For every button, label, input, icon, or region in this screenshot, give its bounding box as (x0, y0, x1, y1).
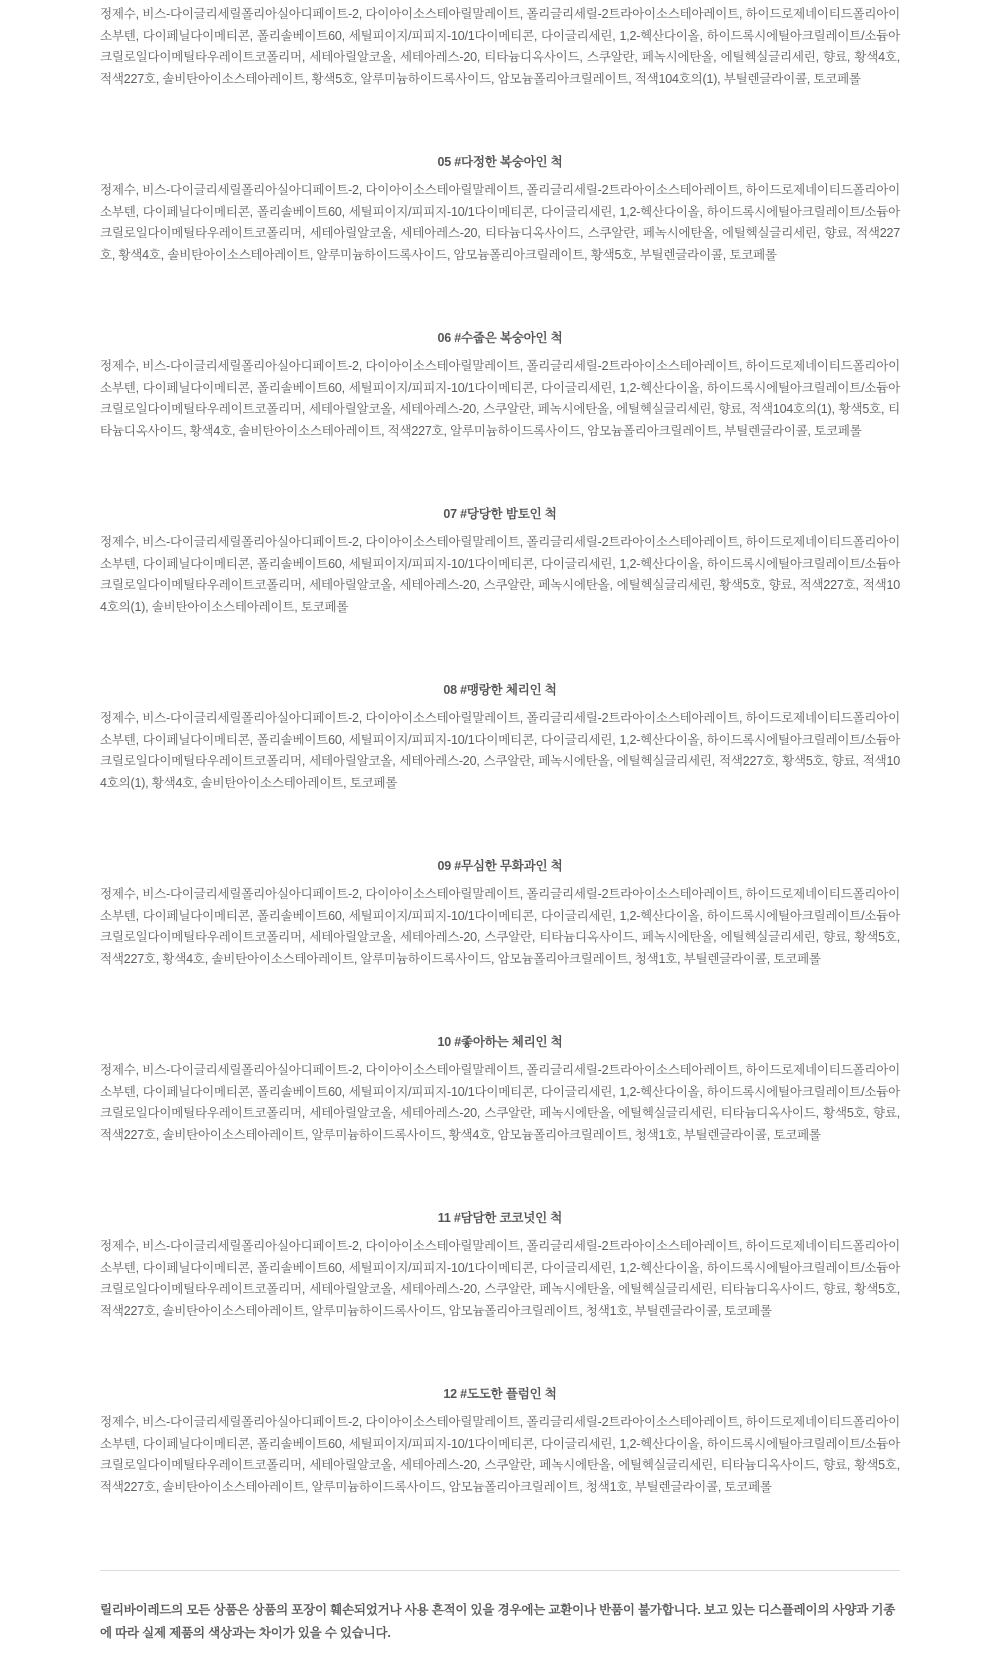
shade-ingredients-09: 정제수, 비스-다이글리세릴폴리아실아디페이트-2, 다이아이소스테아릴말레이트, 폴리글리세릴-2트라아이소스테아레이트, 하이드로제네이티드폴리아이소부텐, 다이페닐다이메티콘, 폴리솔베이트60, 세틸피이지/피피지-10/1다이메티콘, 다이글리세린, 1,2-헥산다이올, 하이드록시에틸아크릴레이트/소듐아크릴로일다이메틸타우레이트코폴리머, 세테아릴알코올, 세테아레스-20, 스쿠알란, 티타늄디옥사이드, 페녹시에탄올, 에틸헥실글리세린, 향료, 황색5호, 적색227호, 황색4호, 솔비탄아이소스테아레이트, 알루미늄하이드록사이드, 암모늄폴리아크릴레이트, 청색1호, 부틸렌글라이콜, 토코페롤 (100, 887, 900, 966)
shade-title-11: 11 #담담한 코코넛인 척 (437, 1211, 563, 1225)
shade-section-06 (100, 328, 900, 442)
shade-ingredients-06: 정제수, 비스-다이글리세릴폴리아실아디페이트-2, 다이아이소스테아릴말레이트, 폴리글리세릴-2트라아이소스테아레이트, 하이드로제네이티드폴리아이소부텐, 다이페닐다이메티콘, 폴리솔베이트60, 세틸피이지/피피지-10/1다이메티콘, 다이글리세린, 1,2-헥산다이올, 하이드록시에틸아크릴레이트/소듐아크릴로일다이메틸타우레이트코폴리머, 세테아릴알코올, 세테아레스-20, 스쿠알란, 페녹시에탄올, 에틸헥실글리세린, 향료, 적색104호의(1), 황색5호, 티타늄디옥사이드, 황색4호, 솔비탄아이소스테아레이트, 적색227호, 알루미늄하이드록사이드, 암모늄폴리아크릴레이트, 부틸렌글라이콜, 토코페롤 (100, 359, 900, 438)
shade-ingredients-05: 정제수, 비스-다이글리세릴폴리아실아디페이트-2, 다이아이소스테아릴말레이트, 폴리글리세릴-2트라아이소스테아레이트, 하이드로제네이티드폴리아이소부텐, 다이페닐다이메티콘, 폴리솔베이트60, 세틸피이지/피피지-10/1다이메티콘, 다이글리세린, 1,2-헥산다이올, 하이드록시에틸아크릴레이트/소듐아크릴로일다이메틸타우레이트코폴리머, 세테아릴알코올, 세테아레스-20, 티타늄디옥사이드, 스쿠알란, 페녹시에탄올, 에틸헥실글리세린, 향료, 적색227호, 황색4호, 솔비탄아이소스테아레이트, 알루미늄하이드록사이드, 암모늄폴리아크릴레이트, 황색5호, 부틸렌글라이콜, 토코페롤 (100, 183, 900, 262)
shade-ingredients-07: 정제수, 비스-다이글리세릴폴리아실아디페이트-2, 다이아이소스테아릴말레이트, 폴리글리세릴-2트라아이소스테아레이트, 하이드로제네이티드폴리아이소부텐, 다이페닐다이메티콘, 폴리솔베이트60, 세틸피이지/피피지-10/1다이메티콘, 다이글리세린, 1,2-헥산다이올, 하이드록시에틸아크릴레이트/소듐아크릴로일다이메틸타우레이트코폴리머, 세테아릴알코올, 세테아레스-20, 스쿠알란, 페녹시에탄올, 에틸헥실글리세린, 황색5호, 향료, 적색227호, 적색104호의(1), 솔비탄아이소스테아레이트, 토코페롤 (100, 535, 900, 614)
shade-section-05 (100, 152, 900, 266)
shade-title-12: 12 #도도한 플럼인 척 (443, 1387, 557, 1401)
shade-section-08 (100, 680, 900, 794)
intro-ingredients-block (100, 0, 900, 90)
intro-ingredients-text: 정제수, 비스-다이글리세릴폴리아실아디페이트-2, 다이아이소스테아릴말레이트, 폴리글리세릴-2트라아이소스테아레이트, 하이드로제네이티드폴리아이소부텐, 다이페닐다이메티콘, 폴리솔베이트60, 세틸피이지/피피지-10/1다이메티콘, 다이글리세린, 1,2-헥산다이올, 하이드록시에틸아크릴레이트/소듐아크릴로일다이메틸타우레이트코폴리머, 세테아릴알코올, 세테아레스-20, 티타늄디옥사이드, 스쿠알란, 페녹시에탄올, 에틸헥실글리세린, 향료, 황색4호, 적색227호, 솔비탄아이소스테아레이트, 황색5호, 알루미늄하이드록사이드, 암모늄폴리아크릴레이트, 적색104호의(1), 부틸렌글라이콜, 토코페롤 (100, 7, 900, 86)
shade-section-07 (100, 504, 900, 618)
shade-title-10: 10 #좋아하는 체리인 척 (437, 1035, 563, 1049)
shade-section-09 (100, 856, 900, 970)
shade-ingredients-08: 정제수, 비스-다이글리세릴폴리아실아디페이트-2, 다이아이소스테아릴말레이트, 폴리글리세릴-2트라아이소스테아레이트, 하이드로제네이티드폴리아이소부텐, 다이페닐다이메티콘, 폴리솔베이트60, 세틸피이지/피피지-10/1다이메티콘, 다이글리세린, 1,2-헥산다이올, 하이드록시에틸아크릴레이트/소듐아크릴로일다이메틸타우레이트코폴리머, 세테아릴알코올, 세테아레스-20, 스쿠알란, 페녹시에탄올, 에틸헥실글리세린, 적색227호, 황색5호, 향료, 적색104호의(1), 황색4호, 솔비탄아이소스테아레이트, 토코페롤 (100, 711, 900, 790)
footer-divider-wrap (100, 1570, 900, 1571)
shade-section-11 (100, 1208, 900, 1322)
shade-section-10 (100, 1032, 900, 1146)
horizontal-divider (100, 1570, 900, 1571)
shade-title-05: 05 #다정한 복숭아인 척 (437, 155, 563, 169)
shade-section-12 (100, 1384, 900, 1498)
shade-ingredients-10: 정제수, 비스-다이글리세릴폴리아실아디페이트-2, 다이아이소스테아릴말레이트, 폴리글리세릴-2트라아이소스테아레이트, 하이드로제네이티드폴리아이소부텐, 다이페닐다이메티콘, 폴리솔베이트60, 세틸피이지/피피지-10/1다이메티콘, 다이글리세린, 1,2-헥산다이올, 하이드록시에틸아크릴레이트/소듐아크릴로일다이메틸타우레이트코폴리머, 세테아릴알코올, 세테아레스-20, 스쿠알란, 페녹시에탄올, 에틸헥실글리세린, 티타늄디옥사이드, 황색5호, 향료, 적색227호, 솔비탄아이소스테아레이트, 알루미늄하이드록사이드, 황색4호, 암모늄폴리아크릴레이트, 청색1호, 부틸렌글라이콜, 토코페롤 (100, 1063, 900, 1142)
shade-title-08: 08 #맹랑한 체리인 척 (443, 683, 557, 697)
shade-ingredients-11: 정제수, 비스-다이글리세릴폴리아실아디페이트-2, 다이아이소스테아릴말레이트, 폴리글리세릴-2트라아이소스테아레이트, 하이드로제네이티드폴리아이소부텐, 다이페닐다이메티콘, 폴리솔베이트60, 세틸피이지/피피지-10/1다이메티콘, 다이글리세린, 1,2-헥산다이올, 하이드록시에틸아크릴레이트/소듐아크릴로일다이메틸타우레이트코폴리머, 세테아릴알코올, 세테아레스-20, 스쿠알란, 페녹시에탄올, 에틸헥실글리세린, 티타늄디옥사이드, 향료, 황색5호, 적색227호, 솔비탄아이소스테아레이트, 알루미늄하이드록사이드, 암모늄폴리아크릴레이트, 청색1호, 부틸렌글라이콜, 토코페롤 (100, 1239, 900, 1318)
shade-title-06: 06 #수줍은 복숭아인 척 (437, 331, 563, 345)
return-policy-note: 릴리바이레드의 모든 상품은 상품의 포장이 훼손되었거나 사용 흔적이 있을 경우에는 교환이나 반품이 불가합니다. 보고 있는 디스플레이의 사양과 기종에 따라 실제 제품의 색상과는 차이가 있을 수 있습니다. (100, 1603, 896, 1641)
shade-ingredients-12: 정제수, 비스-다이글리세릴폴리아실아디페이트-2, 다이아이소스테아릴말레이트, 폴리글리세릴-2트라아이소스테아레이트, 하이드로제네이티드폴리아이소부텐, 다이페닐다이메티콘, 폴리솔베이트60, 세틸피이지/피피지-10/1다이메티콘, 다이글리세린, 1,2-헥산다이올, 하이드록시에틸아크릴레이트/소듐아크릴로일다이메틸타우레이트코폴리머, 세테아릴알코올, 세테아레스-20, 스쿠알란, 페녹시에탄올, 에틸헥실글리세린, 티타늄디옥사이드, 향료, 황색5호, 적색227호, 솔비탄아이소스테아레이트, 알루미늄하이드록사이드, 암모늄폴리아크릴레이트, 청색1호, 부틸렌글라이콜, 토코페롤 (100, 1415, 900, 1494)
shade-title-09: 09 #무심한 무화과인 척 (437, 859, 563, 873)
shade-title-07: 07 #당당한 밤토인 척 (443, 507, 557, 521)
